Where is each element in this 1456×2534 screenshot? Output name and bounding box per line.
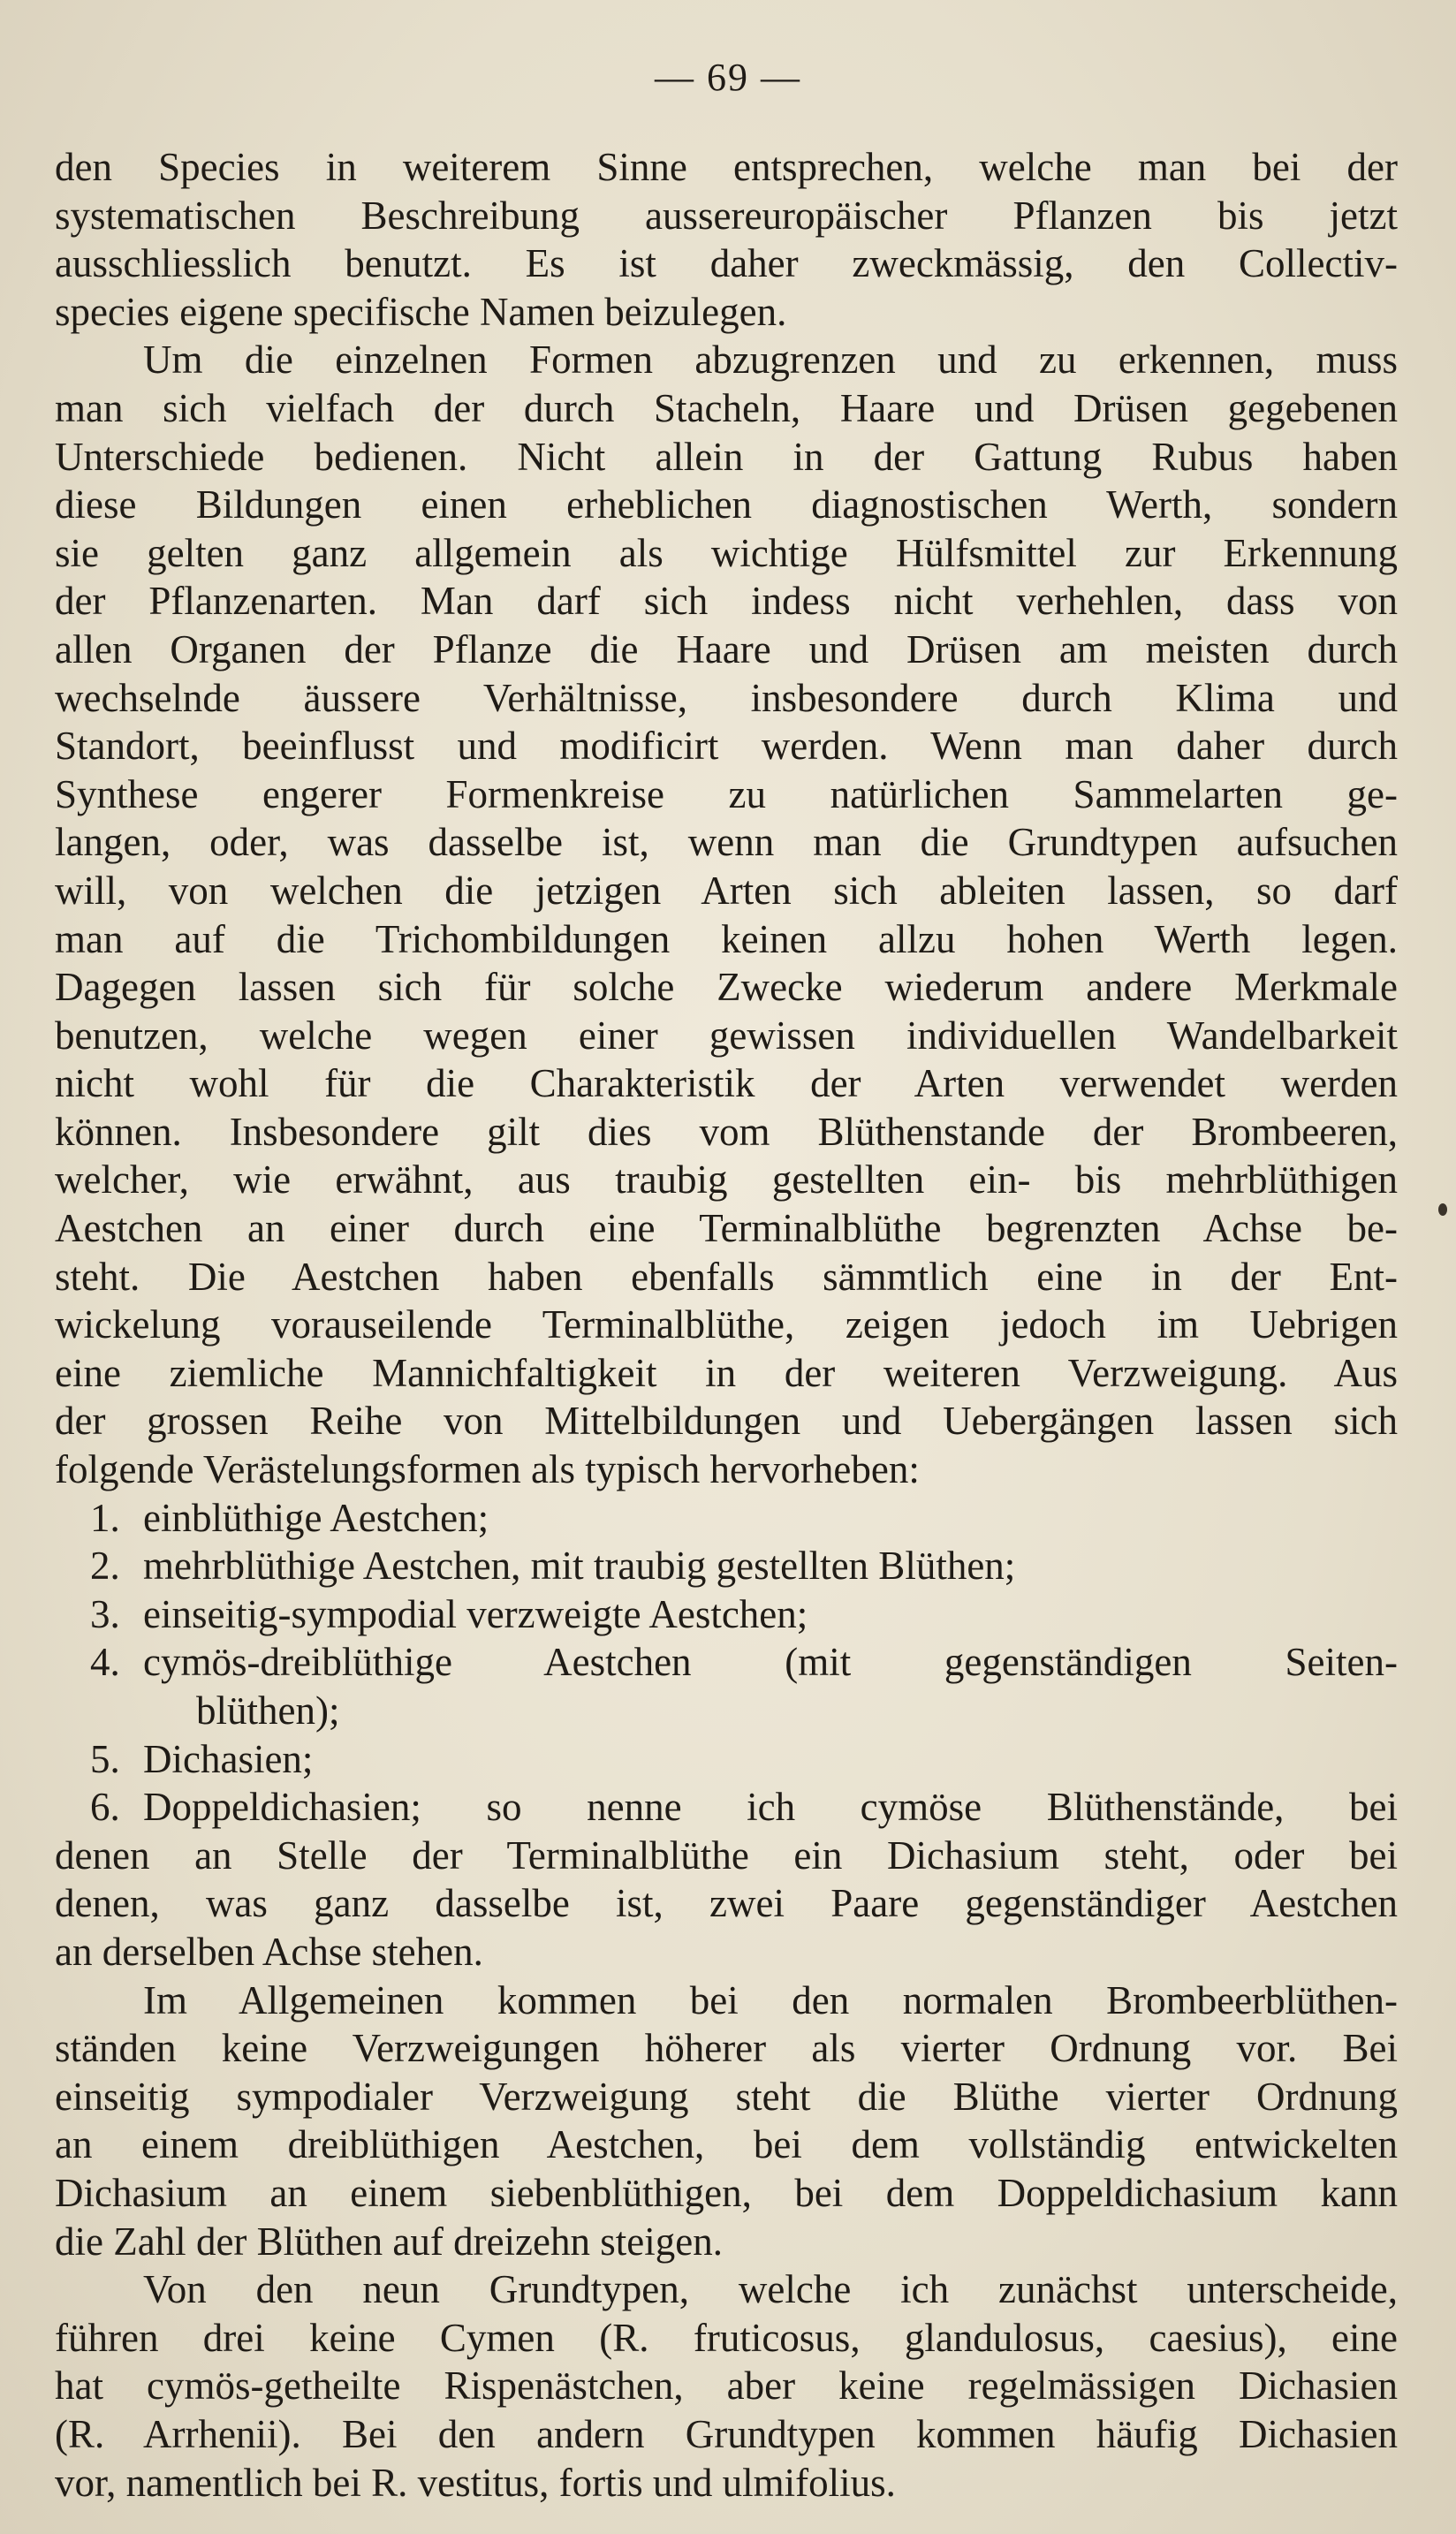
list-item-text: mehrblüthige Aestchen, mit traubig gestellten Blüthen; xyxy=(143,1544,1016,1589)
text-line: können. Insbesondere gilt dies vom Blüthenstande der Brombeeren, xyxy=(55,1109,1398,1154)
text-line: der grossen Reihe von Mittelbildungen und Uebergängen lassen sich xyxy=(55,1399,1398,1444)
text-line: man sich vielfach der durch Stacheln, Haare und Drüsen gegebenen xyxy=(55,385,1398,430)
text-line: der Pflanzenarten. Man darf sich indess nicht verhehlen, dass von xyxy=(55,579,1398,624)
text-line: hat cymös-getheilte Rispenästchen, aber keine regelmässigen Dichasien xyxy=(55,2363,1398,2409)
text-line: Standort, beeinflusst und modificirt werden. Wenn man daher durch xyxy=(55,724,1398,769)
text-line: Um die einzelnen Formen abzugrenzen und zu erkennen, muss xyxy=(143,338,1398,383)
text-line: ausschliesslich benutzt. Es ist daher zweckmässig, den Collectiv- xyxy=(55,241,1398,286)
text-line: steht. Die Aestchen haben ebenfalls sämmtlich eine in der Ent- xyxy=(55,1254,1398,1299)
text-line: die Zahl der Blüthen auf dreizehn steigen. xyxy=(55,2219,723,2264)
list-item-number: 4. xyxy=(90,1640,120,1685)
list-item xyxy=(55,1783,1398,1832)
text-line: Dagegen lassen sich für solche Zwecke wiederum andere Merkmale xyxy=(55,965,1398,1010)
list-item-text: cymös-dreiblüthige Aestchen (mit gegenständigen Seiten- xyxy=(143,1640,1398,1685)
text-line: an einem dreiblüthigen Aestchen, bei dem vollständig entwickelten xyxy=(55,2122,1398,2167)
list-item xyxy=(55,1735,1398,1784)
text-line: denen an Stelle der Terminalblüthe ein Dichasium steht, oder bei xyxy=(55,1832,1398,1878)
text-line: species eigene specifische Namen beizulegen. xyxy=(55,289,787,334)
text-line: diese Bildungen einen erheblichen diagnostischen Werth, sondern xyxy=(55,482,1398,527)
list-item-continuation: blüthen); xyxy=(196,1688,340,1733)
text-line: Dichasium an einem siebenblüthigen, bei dem Doppeldichasium kann xyxy=(55,2170,1398,2215)
text-line: an derselben Achse stehen. xyxy=(55,1929,483,1974)
text-line: systematischen Beschreibung aussereuropäischer Pflanzen bis jetzt xyxy=(55,193,1398,238)
text-line: Aestchen an einer durch eine Terminalblüthe begrenzten Achse be- xyxy=(55,1206,1398,1251)
list-item-number: 6. xyxy=(90,1785,120,1830)
text-line: führen drei keine Cymen (R. fruticosus, glandulosus, caesius), eine xyxy=(55,2315,1398,2360)
text-line: wickelung vorauseilende Terminalblüthe, zeigen jedoch im Uebrigen xyxy=(55,1302,1398,1347)
text-line: einseitig sympodialer Verzweigung steht die Blüthe vierter Ordnung xyxy=(55,2074,1398,2119)
text-line: will, von welchen die jetzigen Arten sich ableiten lassen, so darf xyxy=(55,868,1398,913)
body-text xyxy=(55,143,1398,2507)
list-item-text: Dichasien; xyxy=(143,1736,314,1781)
text-line: (R. Arrhenii). Bei den andern Grundtypen kommen häufig Dichasien xyxy=(55,2411,1398,2456)
text-line: Unterschiede bedienen. Nicht allein in der Gattung Rubus haben xyxy=(55,434,1398,479)
text-line: langen, oder, was dasselbe ist, wenn man die Grundtypen aufsuchen xyxy=(55,820,1398,865)
text-line: wechselnde äussere Verhältnisse, insbesondere durch Klima und xyxy=(55,675,1398,720)
text-line: folgende Verästelungsformen als typisch hervorheben: xyxy=(55,1447,920,1492)
text-line: eine ziemliche Mannichfaltigkeit in der weiteren Verzweigung. Aus xyxy=(55,1350,1398,1395)
text-line: Im Allgemeinen kommen bei den normalen Brombeerblüthen- xyxy=(143,1977,1398,2022)
text-line: nicht wohl für die Charakteristik der Arten verwendet werden xyxy=(55,1061,1398,1106)
list-item xyxy=(55,1638,1398,1687)
text-line: sie gelten ganz allgemein als wichtige Hülfsmittel zur Erkennung xyxy=(55,530,1398,575)
list-item xyxy=(55,1542,1398,1590)
text-line: benutzen, welche wegen einer gewissen individuellen Wandelbarkeit xyxy=(55,1013,1398,1058)
list-item xyxy=(55,1590,1398,1639)
list-item-text: einseitig-sympodial verzweigte Aestchen; xyxy=(143,1591,808,1636)
list-item-number: 2. xyxy=(90,1544,120,1589)
list-item-number: 3. xyxy=(90,1591,120,1636)
list-item-number: 1. xyxy=(90,1495,120,1540)
text-line: Synthese engerer Formenkreise zu natürlichen Sammelarten ge- xyxy=(55,771,1398,816)
page-number: — 69 — xyxy=(655,56,801,99)
text-line: Von den neun Grundtypen, welche ich zunächst unterscheide, xyxy=(143,2267,1398,2312)
text-line: denen, was ganz dasselbe ist, zwei Paare gegenständiger Aestchen xyxy=(55,1881,1398,1926)
ink-speck xyxy=(1438,1203,1447,1216)
text-line: man auf die Trichombildungen keinen allzu hohen Werth legen. xyxy=(55,916,1398,961)
list-item-text: Doppeldichasien; so nenne ich cymöse Blüthenstände, bei xyxy=(143,1785,1398,1830)
list-item-number: 5. xyxy=(90,1736,120,1781)
list-item-text: einblüthige Aestchen; xyxy=(143,1495,489,1540)
text-line: den Species in weiterem Sinne entsprechen, welche man bei der xyxy=(55,145,1398,189)
list-item xyxy=(55,1494,1398,1543)
text-line: welcher, wie erwähnt, aus traubig gestellten ein- bis mehrblüthigen xyxy=(55,1157,1398,1203)
text-line: ständen keine Verzweigungen höherer als vierter Ordnung vor. Bei xyxy=(55,2026,1398,2071)
text-line: allen Organen der Pflanze die Haare und Drüsen am meisten durch xyxy=(55,626,1398,671)
text-line: vor, namentlich bei R. vestitus, fortis und ulmifolius. xyxy=(55,2460,896,2505)
